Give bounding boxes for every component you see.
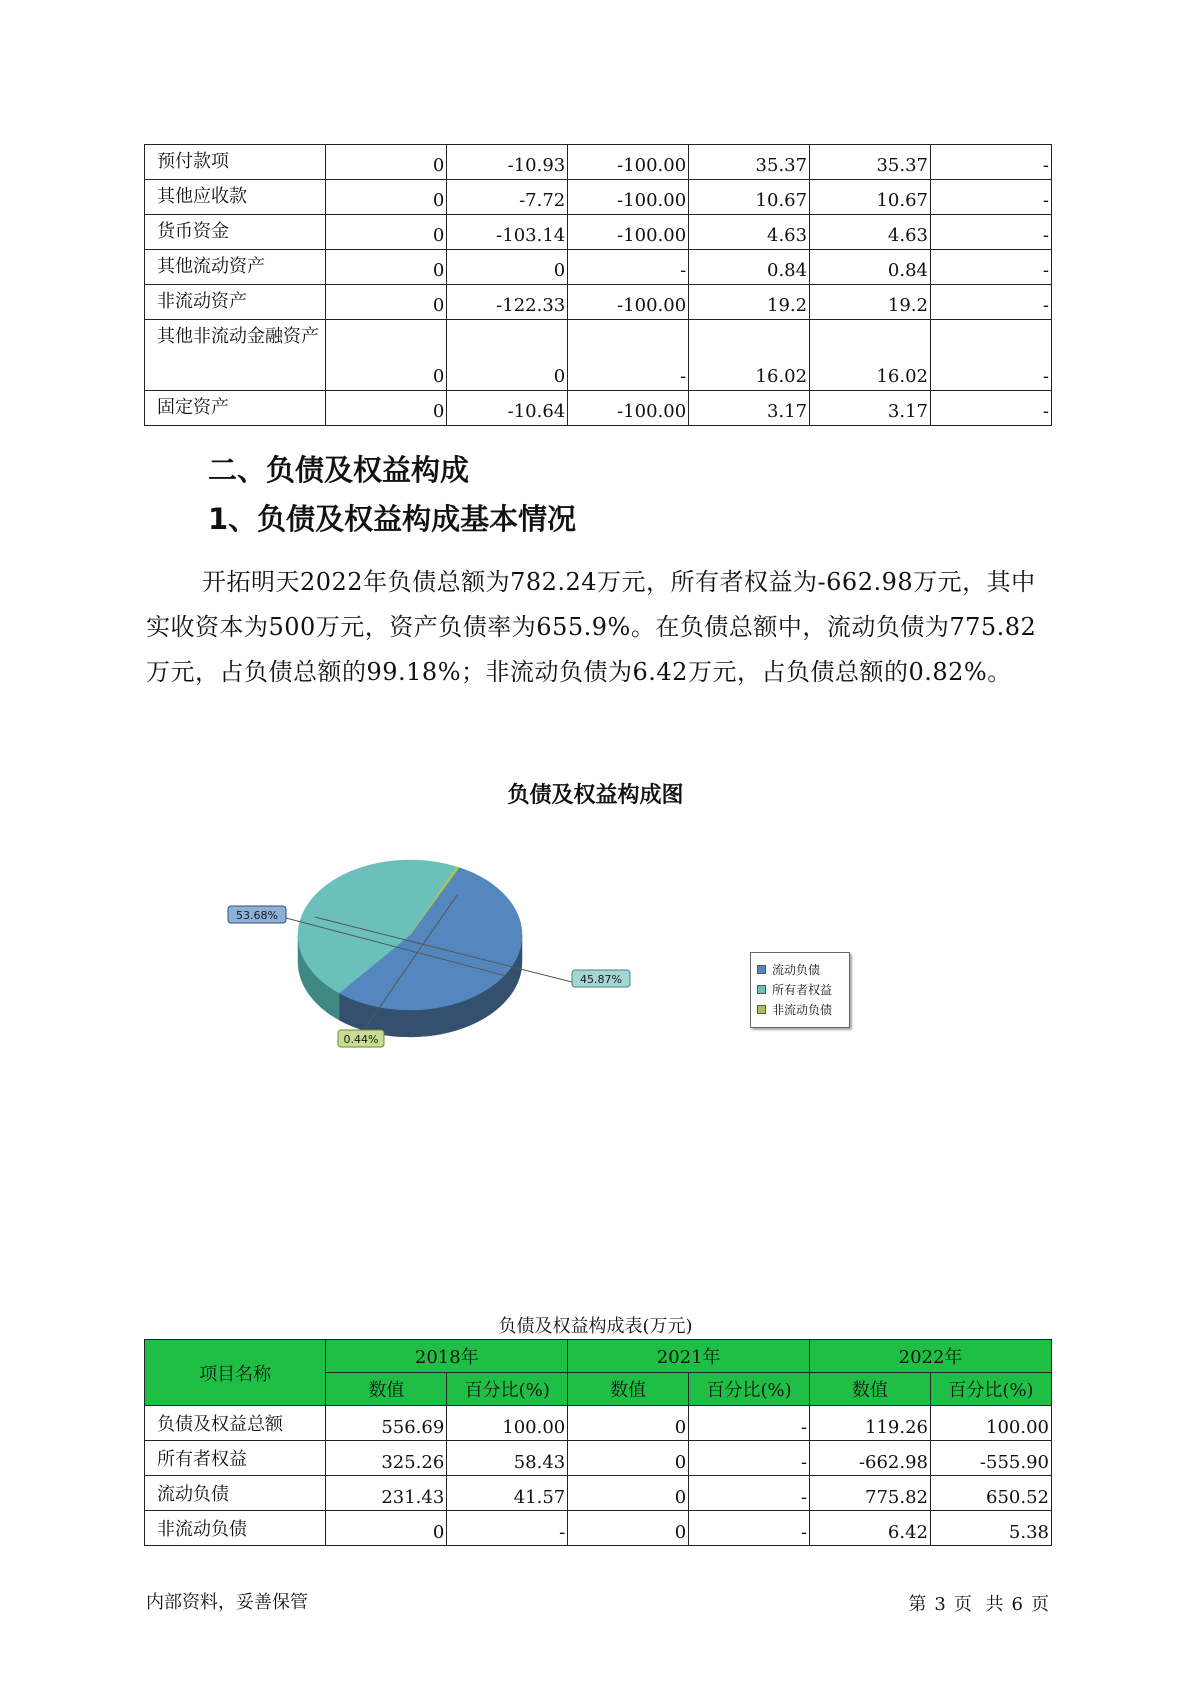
cell-value: - — [689, 1406, 810, 1441]
cell-value: -555.90 — [931, 1441, 1052, 1476]
cell-value: 0 — [326, 1511, 447, 1546]
chart-legend — [750, 952, 850, 1028]
cell-value: - — [931, 285, 1052, 320]
asset-detail-table-body — [145, 145, 1052, 426]
liability-equity-table-body — [145, 1406, 1052, 1546]
header-year-2018: 2018年 — [326, 1340, 568, 1373]
cell-value: 0 — [326, 180, 447, 215]
chart-title: 负债及权益构成图 — [507, 783, 684, 808]
header-year-2022: 2022年 — [810, 1340, 1052, 1373]
cell-value: -103.14 — [447, 215, 568, 250]
cell-value: 0 — [568, 1511, 689, 1546]
row-label: 所有者权益 — [145, 1441, 326, 1476]
cell-value: 0 — [568, 1441, 689, 1476]
total-suffix: 页 — [1031, 1594, 1049, 1615]
cell-value: 0 — [326, 215, 447, 250]
header-percent: 百分比(%) — [931, 1373, 1052, 1406]
cell-value: 3.17 — [689, 391, 810, 426]
table-row — [145, 285, 1052, 320]
cell-value: 10.67 — [810, 180, 931, 215]
section-heading: 二、负债及权益构成 — [208, 453, 470, 487]
legend-label: 流动负债 — [772, 962, 821, 977]
cell-value: 325.26 — [326, 1441, 447, 1476]
legend-item-current-liabilities — [757, 959, 843, 979]
total-prefix: 共 — [985, 1594, 1004, 1615]
cell-value: - — [931, 391, 1052, 426]
cell-value: - — [447, 1511, 568, 1546]
cell-value: - — [689, 1511, 810, 1546]
cell-value: - — [931, 320, 1052, 391]
cell-value: 3.17 — [810, 391, 931, 426]
cell-value: 0.84 — [810, 250, 931, 285]
cell-value: 775.82 — [810, 1476, 931, 1511]
liability-equity-table — [144, 1339, 1052, 1546]
legend-item-noncurrent-liabilities — [757, 999, 843, 1019]
cell-value: 650.52 — [931, 1476, 1052, 1511]
cell-value: 0 — [568, 1476, 689, 1511]
page-total: 6 — [1011, 1594, 1023, 1615]
cell-value: 19.2 — [689, 285, 810, 320]
table-caption: 负债及权益构成表(万元) — [498, 1316, 693, 1337]
cell-value: 231.43 — [326, 1476, 447, 1511]
table-row — [145, 215, 1052, 250]
header-percent: 百分比(%) — [447, 1373, 568, 1406]
header-percent: 百分比(%) — [689, 1373, 810, 1406]
cell-value: 0 — [326, 391, 447, 426]
cell-value: 10.67 — [689, 180, 810, 215]
header-value: 数值 — [568, 1373, 689, 1406]
subsection-heading: 1、负债及权益构成基本情况 — [208, 502, 577, 536]
cell-value: 0 — [447, 320, 568, 391]
cell-value: 35.37 — [689, 145, 810, 180]
table-row — [145, 320, 1052, 391]
cell-value: -100.00 — [568, 215, 689, 250]
cell-value: 0 — [447, 250, 568, 285]
header-item-name: 项目名称 — [145, 1340, 326, 1406]
row-label: 预付款项 — [145, 145, 326, 180]
row-label: 其他非流动金融资产 — [145, 320, 326, 391]
legend-swatch-current-liabilities — [757, 965, 766, 974]
row-label: 货币资金 — [145, 215, 326, 250]
cell-value: -122.33 — [447, 285, 568, 320]
legend-item-owners-equity — [757, 979, 843, 999]
header-value: 数值 — [810, 1373, 931, 1406]
cell-value: -100.00 — [568, 145, 689, 180]
pie-data-label: 45.87% — [580, 973, 622, 986]
cell-value: 58.43 — [447, 1441, 568, 1476]
table-row — [145, 1476, 1052, 1511]
cell-value: -10.93 — [447, 145, 568, 180]
cell-value: -662.98 — [810, 1441, 931, 1476]
cell-value: -100.00 — [568, 391, 689, 426]
cell-value: 4.63 — [810, 215, 931, 250]
legend-label: 所有者权益 — [772, 982, 833, 997]
cell-value: 35.37 — [810, 145, 931, 180]
cell-value: - — [931, 215, 1052, 250]
cell-value: 0.84 — [689, 250, 810, 285]
cell-value: 4.63 — [689, 215, 810, 250]
footer-page-number — [904, 1590, 1053, 1616]
table-row — [145, 1406, 1052, 1441]
cell-value: - — [568, 250, 689, 285]
cell-value: - — [689, 1476, 810, 1511]
table-header — [145, 1340, 1052, 1406]
row-label: 其他流动资产 — [145, 250, 326, 285]
cell-value: -100.00 — [568, 180, 689, 215]
cell-value: 16.02 — [810, 320, 931, 391]
cell-value: - — [689, 1441, 810, 1476]
cell-value: 119.26 — [810, 1406, 931, 1441]
legend-swatch-owners-equity — [757, 985, 766, 994]
table-row — [145, 1441, 1052, 1476]
pie-data-label: 0.44% — [343, 1033, 379, 1046]
row-label: 非流动负债 — [145, 1511, 326, 1546]
cell-value: 5.38 — [931, 1511, 1052, 1546]
table-row — [145, 145, 1052, 180]
cell-value: 556.69 — [326, 1406, 447, 1441]
row-label: 固定资产 — [145, 391, 326, 426]
cell-value: - — [931, 250, 1052, 285]
cell-value: 0 — [326, 145, 447, 180]
asset-detail-table — [144, 144, 1052, 426]
cell-value: 16.02 — [689, 320, 810, 391]
cell-value: -10.64 — [447, 391, 568, 426]
cell-value: -7.72 — [447, 180, 568, 215]
row-label: 其他应收款 — [145, 180, 326, 215]
cell-value: 100.00 — [931, 1406, 1052, 1441]
table-row — [145, 391, 1052, 426]
summary-paragraph: 开拓明天2022年负债总额为782.24万元，所有者权益为-662.98万元，其中实收资本为500万元，资产负债率为655.9%。在负债总额中，流动负债为775.82万元，占负债总额的99.18%；非流动负债为6.42万元，占负债总额的0.82%。 — [146, 568, 1037, 686]
row-label: 负债及权益总额 — [145, 1406, 326, 1441]
page-prefix: 第 — [908, 1594, 927, 1615]
row-label: 非流动资产 — [145, 285, 326, 320]
cell-value: - — [568, 320, 689, 391]
legend-label: 非流动负债 — [772, 1002, 833, 1017]
cell-value: 100.00 — [447, 1406, 568, 1441]
cell-value: 6.42 — [810, 1511, 931, 1546]
cell-value: 0 — [326, 320, 447, 391]
cell-value: 19.2 — [810, 285, 931, 320]
pie-data-label: 53.68% — [236, 909, 278, 922]
page-mid: 页 — [953, 1594, 972, 1615]
page-current: 3 — [934, 1594, 946, 1615]
header-year-2021: 2021年 — [568, 1340, 810, 1373]
cell-value: 0 — [326, 250, 447, 285]
cell-value: - — [931, 145, 1052, 180]
cell-value: 41.57 — [447, 1476, 568, 1511]
header-value: 数值 — [326, 1373, 447, 1406]
table-row — [145, 180, 1052, 215]
cell-value: 0 — [568, 1406, 689, 1441]
table-row — [145, 250, 1052, 285]
table-row — [145, 1511, 1052, 1546]
cell-value: -100.00 — [568, 285, 689, 320]
footer-confidential-note: 内部资料，妥善保管 — [146, 1592, 308, 1613]
legend-swatch-noncurrent-liabilities — [757, 1005, 766, 1014]
pie-chart — [220, 850, 640, 1050]
cell-value: - — [931, 180, 1052, 215]
cell-value: 0 — [326, 285, 447, 320]
row-label: 流动负债 — [145, 1476, 326, 1511]
